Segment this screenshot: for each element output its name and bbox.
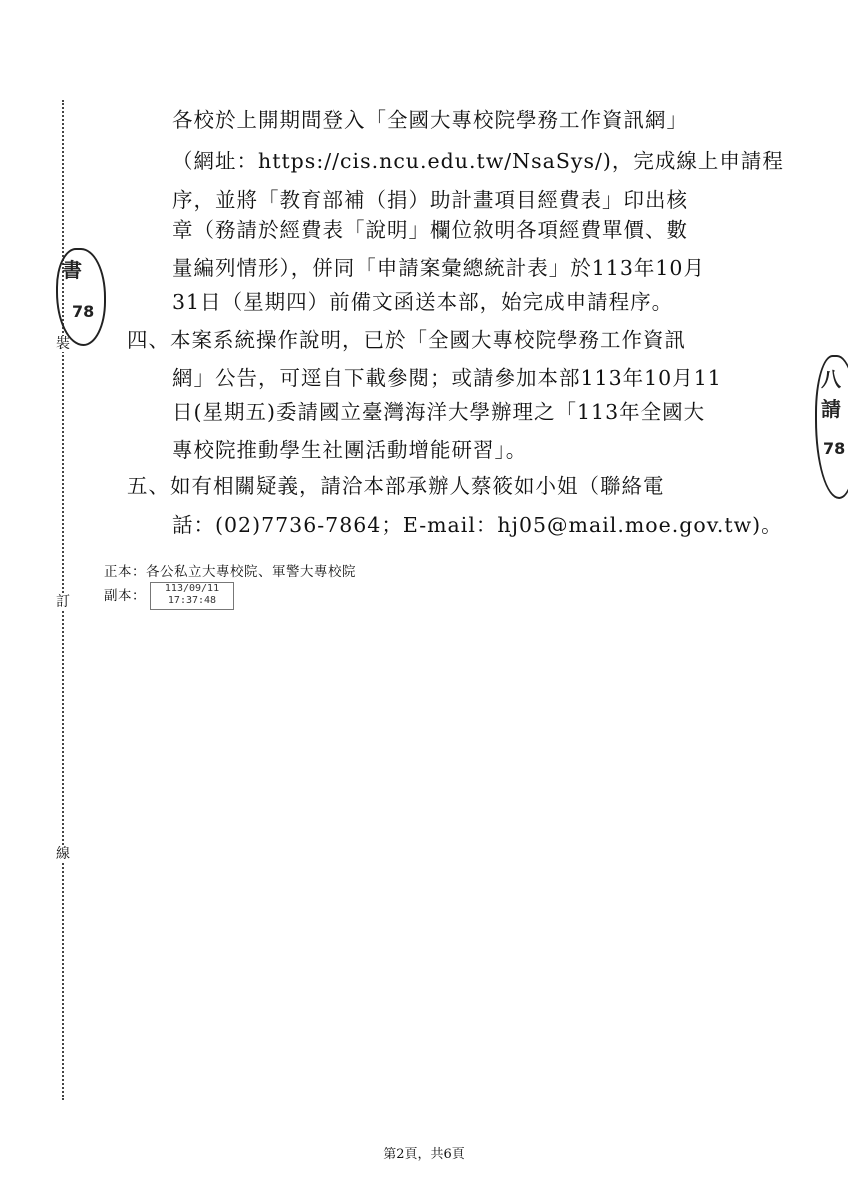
- binding-mark-zhuang: 裝: [56, 336, 70, 352]
- page-number: 第2頁，共6頁: [383, 1147, 465, 1162]
- item-five-line: 五、如有相關疑義，請洽本部承辦人蔡筱如小姐（聯絡電: [127, 474, 665, 498]
- body-line: 31日（星期四）前備文函送本部，始完成申請程序。: [172, 290, 674, 314]
- main-recipients: 正本：各公私立大專校院、軍警大專校院: [104, 564, 356, 580]
- body-line: 日(星期五)委請國立臺灣海洋大學辦理之「113年全國大: [172, 400, 706, 424]
- item-four-line: 四、本案系統操作說明，已於「全國大專校院學務工作資訊: [127, 328, 686, 352]
- body-line: 章（務請於經費表「說明」欄位敘明各項經費單價、數: [172, 218, 688, 242]
- binding-mark-xian: 線: [56, 846, 70, 862]
- copy-recipients-label: 副本：: [104, 588, 146, 604]
- body-line: 量編列情形），併同「申請案彙總統計表」於113年10月: [172, 256, 705, 280]
- seal-stamp-left: 書 78: [56, 248, 106, 346]
- body-line: 網」公告，可逕自下載參閱；或請參加本部113年10月11: [172, 366, 722, 390]
- body-line: 專校院推動學生社團活動增能研習」。: [172, 438, 528, 462]
- body-line: 序，並將「教育部補（捐）助計畫項目經費表」印出核: [172, 188, 688, 212]
- seal-stamp-right: 八 請 78: [815, 355, 848, 499]
- timestamp-date: 113/09/11: [164, 583, 220, 594]
- body-line: 各校於上開期間登入「全國大專校院學務工作資訊網」: [172, 108, 688, 132]
- electronic-timestamp: [150, 582, 234, 610]
- body-line: （網址：https://cis.ncu.edu.tw/NsaSys/)，完成線上申請程: [172, 149, 784, 173]
- binding-mark-ding: 訂: [56, 594, 70, 610]
- body-line: 話：(02)7736-7864；E-mail：hj05@mail.moe.gov.tw)。: [172, 513, 783, 537]
- timestamp-time: 17:37:48: [167, 595, 217, 606]
